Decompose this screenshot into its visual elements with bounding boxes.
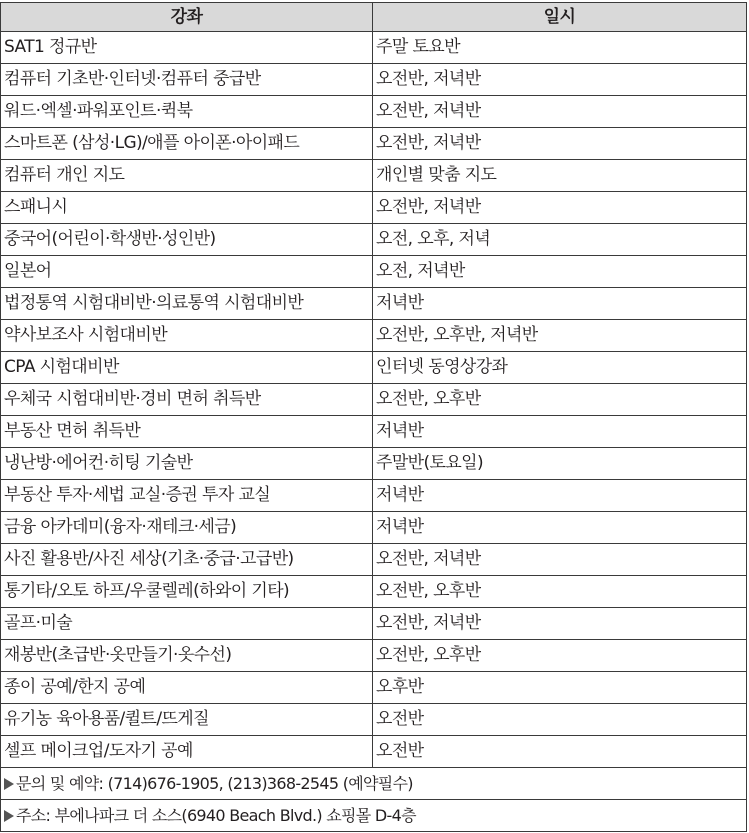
- course-name-cell: 약사보조사 시험대비반: [1, 320, 373, 352]
- address-note-row: [1, 800, 747, 832]
- schedule-cell: 오전반, 저녁반: [373, 544, 747, 576]
- table-header-row: [1, 3, 747, 32]
- schedule-cell: 오전반, 오후반: [373, 384, 747, 416]
- schedule-cell: 오전반, 저녁반: [373, 192, 747, 224]
- schedule-cell: 오전반, 오후반, 저녁반: [373, 320, 747, 352]
- schedule-cell: 오전반, 저녁반: [373, 128, 747, 160]
- course-name-cell: 우체국 시험대비반·경비 면허 취득반: [1, 384, 373, 416]
- course-name-cell: 스마트폰 (삼성·LG)/애플 아이폰·아이패드: [1, 128, 373, 160]
- schedule-cell: 오전반: [373, 736, 747, 768]
- course-name-cell: 골프·미술: [1, 608, 373, 640]
- table-row: [1, 448, 747, 480]
- course-name-cell: 통기타/오토 하프/우쿨렐레(하와이 기타): [1, 576, 373, 608]
- inquiry-note-row: [1, 768, 747, 800]
- triangle-bullet-icon: [4, 810, 14, 822]
- schedule-cell: 저녁반: [373, 288, 747, 320]
- table-row: [1, 416, 747, 448]
- course-name-cell: 중국어(어린이·학생반·성인반): [1, 224, 373, 256]
- course-name-cell: 셀프 메이크업/도자기 공예: [1, 736, 373, 768]
- schedule-cell: 인터넷 동영상강좌: [373, 352, 747, 384]
- course-name-cell: 스패니시: [1, 192, 373, 224]
- course-name-cell: 종이 공예/한지 공예: [1, 672, 373, 704]
- table-row: [1, 384, 747, 416]
- course-name-cell: 부동산 투자·세법 교실·증권 투자 교실: [1, 480, 373, 512]
- table-row: [1, 672, 747, 704]
- course-name-cell: SAT1 정규반: [1, 32, 373, 64]
- table-row: [1, 224, 747, 256]
- schedule-cell: 주말반(토요일): [373, 448, 747, 480]
- schedule-cell: 오전, 저녁반: [373, 256, 747, 288]
- inquiry-note-text: 문의 및 예약: (714)676-1905, (213)368-2545 (예약필수): [16, 774, 413, 793]
- table-row: [1, 96, 747, 128]
- schedule-cell: 오전, 오후, 저녁: [373, 224, 747, 256]
- table-row: [1, 64, 747, 96]
- triangle-bullet-icon: [4, 778, 14, 790]
- course-schedule-table: [0, 2, 747, 832]
- table-row: [1, 576, 747, 608]
- schedule-cell: 오전반: [373, 704, 747, 736]
- inquiry-note-cell: [1, 768, 747, 800]
- course-name-cell: 사진 활용반/사진 세상(기초·중급·고급반): [1, 544, 373, 576]
- course-name-cell: 금융 아카데미(융자·재테크·세금): [1, 512, 373, 544]
- course-name-cell: 컴퓨터 기초반·인터넷·컴퓨터 중급반: [1, 64, 373, 96]
- table-row: [1, 160, 747, 192]
- schedule-cell: 저녁반: [373, 512, 747, 544]
- table-row: [1, 640, 747, 672]
- table-row: [1, 32, 747, 64]
- course-name-cell: 유기농 육아용품/퀼트/뜨게질: [1, 704, 373, 736]
- table-row: [1, 512, 747, 544]
- course-name-cell: 컴퓨터 개인 지도: [1, 160, 373, 192]
- address-note-text: 주소: 부에나파크 더 소스(6940 Beach Blvd.) 쇼핑몰 D-4층: [16, 806, 416, 825]
- schedule-cell: 개인별 맞춤 지도: [373, 160, 747, 192]
- course-name-cell: 워드·엑셀·파워포인트·퀵북: [1, 96, 373, 128]
- address-note-cell: [1, 800, 747, 832]
- schedule-cell: 오전반, 저녁반: [373, 608, 747, 640]
- table-row: [1, 128, 747, 160]
- schedule-cell: 오전반, 저녁반: [373, 64, 747, 96]
- table-row: [1, 544, 747, 576]
- course-name-cell: CPA 시험대비반: [1, 352, 373, 384]
- table-row: [1, 192, 747, 224]
- course-name-cell: 부동산 면허 취득반: [1, 416, 373, 448]
- course-name-cell: 일본어: [1, 256, 373, 288]
- table-row: [1, 480, 747, 512]
- schedule-cell: 오전반, 오후반: [373, 576, 747, 608]
- schedule-cell: 저녁반: [373, 416, 747, 448]
- schedule-column-header: 일시: [373, 3, 747, 32]
- course-name-cell: 재봉반(초급반·옷만들기·옷수선): [1, 640, 373, 672]
- course-name-cell: 법정통역 시험대비반·의료통역 시험대비반: [1, 288, 373, 320]
- table-row: [1, 288, 747, 320]
- schedule-cell: 주말 토요반: [373, 32, 747, 64]
- table-row: [1, 256, 747, 288]
- table-row: [1, 608, 747, 640]
- table-row: [1, 320, 747, 352]
- schedule-cell: 오후반: [373, 672, 747, 704]
- course-column-header: 강좌: [1, 3, 373, 32]
- course-rows: [1, 32, 747, 768]
- schedule-cell: 오전반, 저녁반: [373, 96, 747, 128]
- schedule-cell: 오전반, 오후반: [373, 640, 747, 672]
- table-row: [1, 704, 747, 736]
- schedule-cell: 저녁반: [373, 480, 747, 512]
- table-row: [1, 736, 747, 768]
- course-name-cell: 냉난방·에어컨·히팅 기술반: [1, 448, 373, 480]
- table-row: [1, 352, 747, 384]
